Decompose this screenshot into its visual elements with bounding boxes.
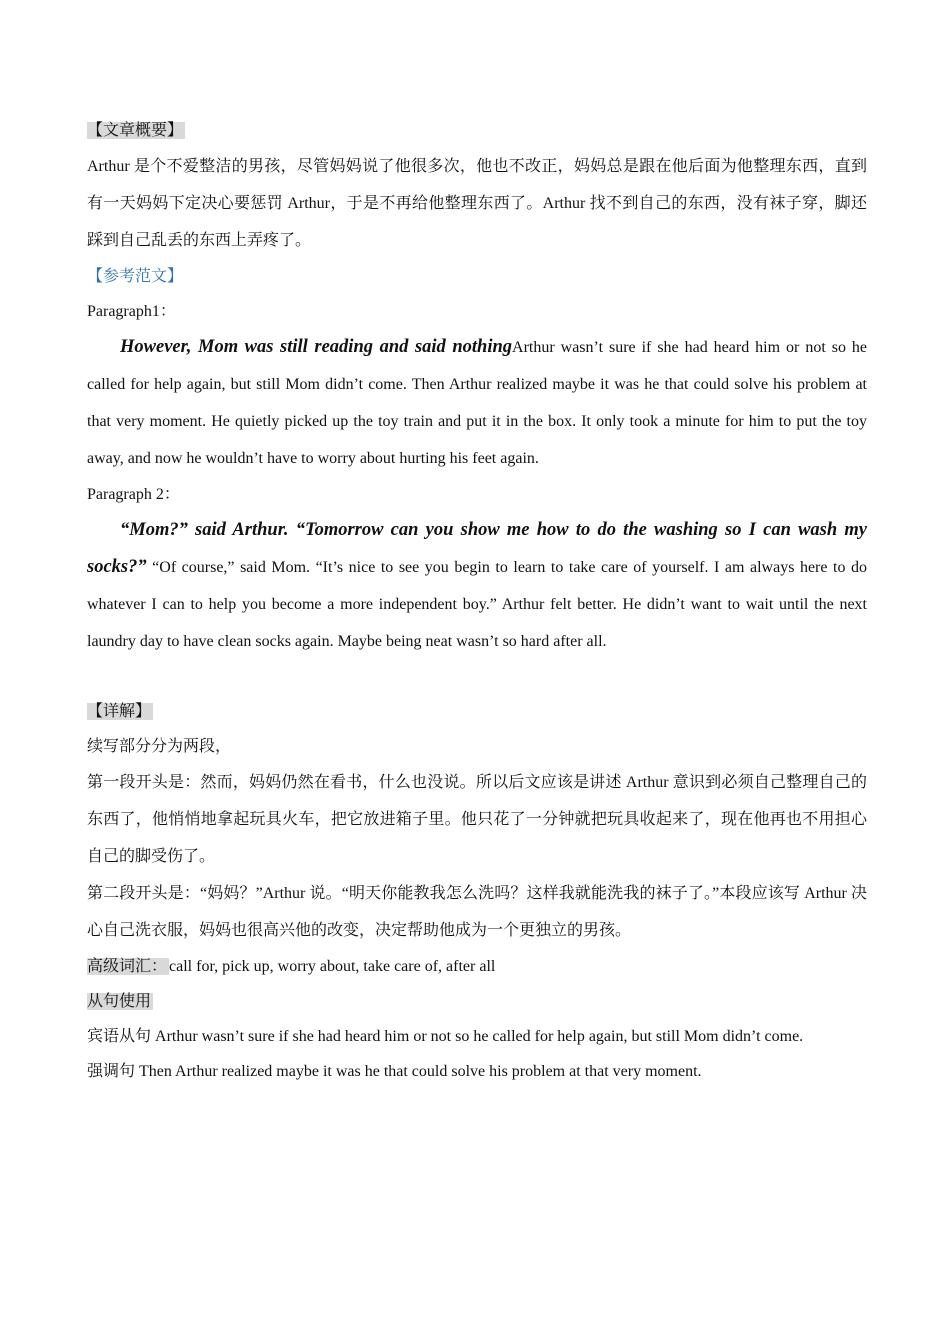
clause2-type: 强调句 (87, 1063, 136, 1080)
section-spacer (87, 660, 867, 694)
vocab-label: 高级词汇： (87, 958, 168, 975)
paragraph2-label: Paragraph 2： (87, 486, 180, 503)
document-page (87, 113, 867, 1089)
explanation-heading-row (87, 694, 867, 729)
paragraph1-body: Arthur wasn’t sure if she had heard him or not so he called for help again, but still Mom didn’t come. Then Arthur realized maybe it was he that could solve his problem at that very moment. He quietly picked up the toy train and put it in the box. It only took a minute for him to put the toy away, and now he wouldn’t have to worry about hurting his feet again. (87, 339, 868, 467)
clause1-row (87, 1019, 867, 1054)
clause1-type: 宾语从句 (87, 1028, 152, 1045)
paragraph1-label: Paragraph1： (87, 303, 176, 320)
paragraph1-opening: However, Mom was still reading and said nothing (120, 337, 513, 357)
explanation-para2: 第二段开头是：“妈妈？”Arthur 说。“明天你能教我怎么洗吗？这样我就能洗我的袜子了。”本段应该写 Arthur 决心自己洗衣服，妈妈也很高兴他的改变，决定帮助他成为一个更独立的男孩。 (87, 885, 867, 939)
reference-heading: 【参考范文】 (87, 268, 184, 285)
clause1-text: Arthur wasn’t sure if she had heard him or not so he called for help again, but still Mom didn’t come. (151, 1028, 804, 1045)
summary-section (87, 113, 867, 148)
paragraph2-text (87, 512, 867, 660)
vocab-list: call for, pick up, worry about, take care of, after all (169, 958, 496, 975)
clauses-row (87, 984, 867, 1019)
clauses-label: 从句使用 (87, 993, 152, 1010)
explanation-heading: 【详解】 (87, 703, 152, 720)
reference-heading-row (87, 259, 867, 294)
paragraph1-text (87, 329, 867, 477)
clause2-text: Then Arthur realized maybe it was he that could solve his problem at that very moment. (135, 1063, 702, 1080)
explanation-para1: 第一段开头是：然而，妈妈仍然在看书，什么也没说。所以后文应该是讲述 Arthur 意识到必须自己整理自己的东西了，他悄悄地拿起玩具火车，把它放进箱子里。他只花了一分钟就把玩具收起来了，现在他再也不用担心自己的脚受伤了。 (87, 774, 867, 865)
vocab-row (87, 949, 867, 984)
paragraph2-opening: “Mom?” said Arthur. “Tomorrow can you show me how to do the washing so I can wash my socks?” (87, 520, 867, 577)
clause2-row (87, 1054, 867, 1089)
summary-text: Arthur 是个不爱整洁的男孩，尽管妈妈说了他很多次，他也不改正，妈妈总是跟在他后面为他整理东西，直到有一天妈妈下定决心要惩罚 Arthur，于是不再给他整理东西了。Arthur 找不到自己的东西，没有袜子穿，脚还踩到自己乱丢的东西上弄疼了。 (87, 158, 867, 249)
paragraph2-body: “Of course,” said Mom. “It’s nice to see you begin to learn to take care of yourself. I am always here to do whatever I can to help you become a more independent boy.” Arthur felt better. He didn’t want to wait until the next laundry day to have clean socks again. Maybe being neat wasn’t so hard after all. (87, 559, 867, 650)
explanation-intro: 续写部分分为两段， (87, 738, 232, 755)
summary-heading: 【文章概要】 (87, 122, 184, 139)
